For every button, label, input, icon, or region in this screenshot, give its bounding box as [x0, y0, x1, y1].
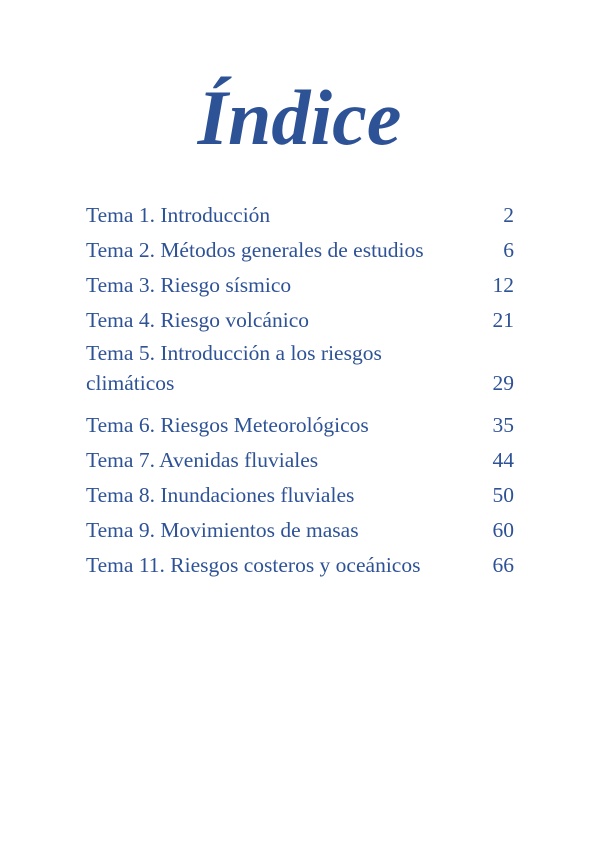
toc-entry-label: Tema 5. Introducción a los riesgos: [86, 341, 382, 365]
toc-entry-label: Tema 11. Riesgos costeros y oceánicos: [86, 553, 421, 577]
toc-entry-tema-3[interactable]: [86, 268, 514, 303]
toc-entry-label: Tema 2. Métodos generales de estudios: [86, 238, 424, 262]
toc-entry-tema-9[interactable]: [86, 513, 514, 548]
toc-entry-tema-4[interactable]: [86, 303, 514, 338]
toc-entry-label: Tema 4. Riesgo volcánico: [86, 308, 309, 332]
toc-entry-label-continuation: climáticos: [86, 371, 175, 395]
toc-entry-tema-8[interactable]: [86, 478, 514, 513]
toc-entry-tema-6[interactable]: [86, 408, 514, 443]
toc-entry-page: 60: [492, 518, 514, 542]
toc-entry-page: 50: [492, 483, 514, 507]
toc-entry-label: Tema 8. Inundaciones fluviales: [86, 483, 355, 507]
toc-entry-label: Tema 3. Riesgo sísmico: [86, 273, 292, 297]
toc-entry-label: Tema 6. Riesgos Meteorológicos: [86, 413, 369, 437]
table-of-contents: [86, 198, 514, 583]
toc-entry-page: 12: [492, 273, 514, 297]
toc-entry-tema-11[interactable]: [86, 548, 514, 583]
toc-entry-tema-5[interactable]: [86, 338, 514, 403]
toc-entry-label: Tema 1. Introducción: [86, 203, 271, 227]
toc-entry-label: Tema 9. Movimientos de masas: [86, 518, 359, 542]
toc-entry-label: Tema 7. Avenidas fluviales: [86, 448, 319, 472]
toc-entry-page: 2: [503, 203, 514, 227]
toc-entry-page: 21: [492, 308, 514, 332]
page-title: Índice: [197, 74, 402, 161]
toc-entry-tema-2[interactable]: [86, 233, 514, 268]
toc-entry-page: 35: [492, 413, 514, 437]
toc-entry-tema-1[interactable]: [86, 198, 514, 233]
toc-entry-tema-7[interactable]: [86, 443, 514, 478]
toc-entry-page: 66: [492, 553, 514, 577]
toc-entry-page: 44: [492, 448, 514, 472]
toc-entry-page: 29: [492, 371, 514, 395]
toc-entry-page: 6: [503, 238, 514, 262]
